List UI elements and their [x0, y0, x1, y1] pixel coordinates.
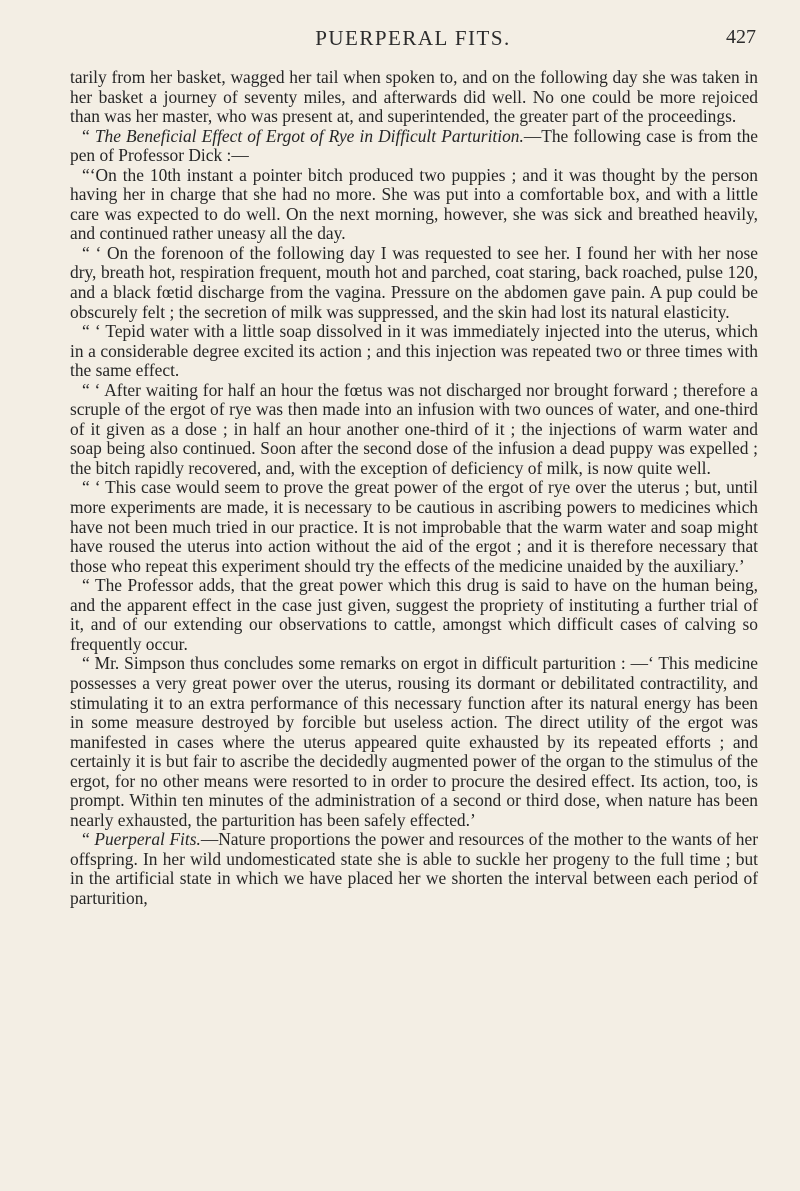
paragraph-text: “ ‘ On the forenoon of the following day I was requested to see her. I found her with her nose dry, breath hot, respiration frequent, mouth hot and parched, coat staring, back roached, pulse 120, and a black fœtid discharge from the vagina. Pressure on the abdomen gave pain. A pup could be obscurely felt ; the secretion of milk was suppressed, and the skin had lost its natural elasticity. [70, 242, 758, 322]
paragraph-text: —Nature proportions the power and resources of the mother to the wants of her offspring. In her wild undomesticated state she is able to suckle her progeny to the full time ; but in the artificial state in which we have placed her we shorten the interval between each period of parturition, [70, 829, 758, 908]
paragraph [70, 322, 758, 381]
paragraph-text: “ ‘ Tepid water with a little soap dissolved in it was immediately injected into the uterus, which in a considerable degree excited its action ; and this injection was repeated two or three times with the same effect. [70, 321, 758, 381]
paragraph [70, 68, 758, 127]
paragraph [70, 830, 758, 908]
body-text [70, 68, 758, 909]
paragraph-text: “‘On the 10th instant a pointer bitch produced two puppies ; and it was thought by the person having her in charge that she had no more. She was put into a comfortable box, and with a little care was expected to do well. On the next morning, however, she was sick and breathed heavily, and continued rather uneasy all the day. [70, 164, 758, 244]
paragraph [70, 127, 758, 166]
section-heading: The Beneficial Effect of Ergot of Rye in Difficult Parturition. [94, 125, 524, 146]
section-heading: Puerperal Fits. [94, 829, 201, 850]
paragraph [70, 576, 758, 654]
paragraph [70, 478, 758, 576]
paragraph-text: —The following case is from the pen of Professor Dick :— [70, 125, 758, 166]
paragraph-text: “ The Professor adds, that the great power which this drug is said to have on the human being, and the apparent effect in the case just given, suggest the propriety of instituting a further trial of it, and of our extending our observations to cattle, amongst which difficult cases of calving so frequently occur. [70, 575, 758, 654]
paragraph [70, 381, 758, 479]
running-title: PUERPERAL FITS. [315, 26, 511, 50]
quote-mark: “ [82, 125, 95, 146]
paragraph [70, 244, 758, 322]
paragraph-text: “ ‘ After waiting for half an hour the fœtus was not discharged nor brought forward ; therefore a scruple of the ergot of rye was then made into an infusion with two ounces of water, and one-third of it given as a dose ; in half an hour another one-third of it ; the injections of warm water and soap being also continued. Soon after the second dose of the infusion a dead puppy was expelled ; the bitch rapidly recovered, and, with the exception of deficiency of milk, is now quite well. [70, 379, 758, 478]
paragraph-text: “ Mr. Simpson thus concludes some remarks on ergot in difficult parturition : —‘ This medicine possesses a very great power over the uterus, rousing its dormant or debilitated contractility, and stimulating it to an extra performance of this necessary function after its natural energy has been in some measure destroyed by forcible but useless action. The direct utility of the ergot was manifested in cases where the uterus appeared quite exhausted by its repeated efforts ; and certainly it is but fair to ascribe the decidedly augmented power of the organ to the stimulus of the ergot, for no other means were resorted to in order to procure the desired effect. Its action, too, is prompt. Within ten minutes of the administration of a second or third dose, when nature has been nearly exhausted, the parturition has been safely effected.’ [70, 653, 758, 830]
paragraph [70, 654, 758, 830]
running-header [70, 26, 756, 56]
paragraph-text: tarily from her basket, wagged her tail when spoken to, and on the following day she was taken in her basket a journey of seventy miles, and afterwards did well. No one could be more rejoiced than was her master, who was present at, and superintended, the greater part of the proceedings. [70, 67, 758, 127]
paragraph-text: “ ‘ This case would seem to prove the great power of the ergot of rye over the uterus ; but, until more experiments are made, it is necessary to be cautious in ascribing powers to medicines which have not been much tried in our practice. It is not improbable that the warm water and soap might have roused the uterus into action without the aid of the ergot ; and it is therefore necessary that those who repeat this experiment should try the effects of the medicine unaided by the auxiliary.’ [70, 477, 758, 576]
page-number: 427 [726, 26, 756, 48]
paragraph [70, 166, 758, 244]
quote-mark: “ [82, 829, 95, 850]
